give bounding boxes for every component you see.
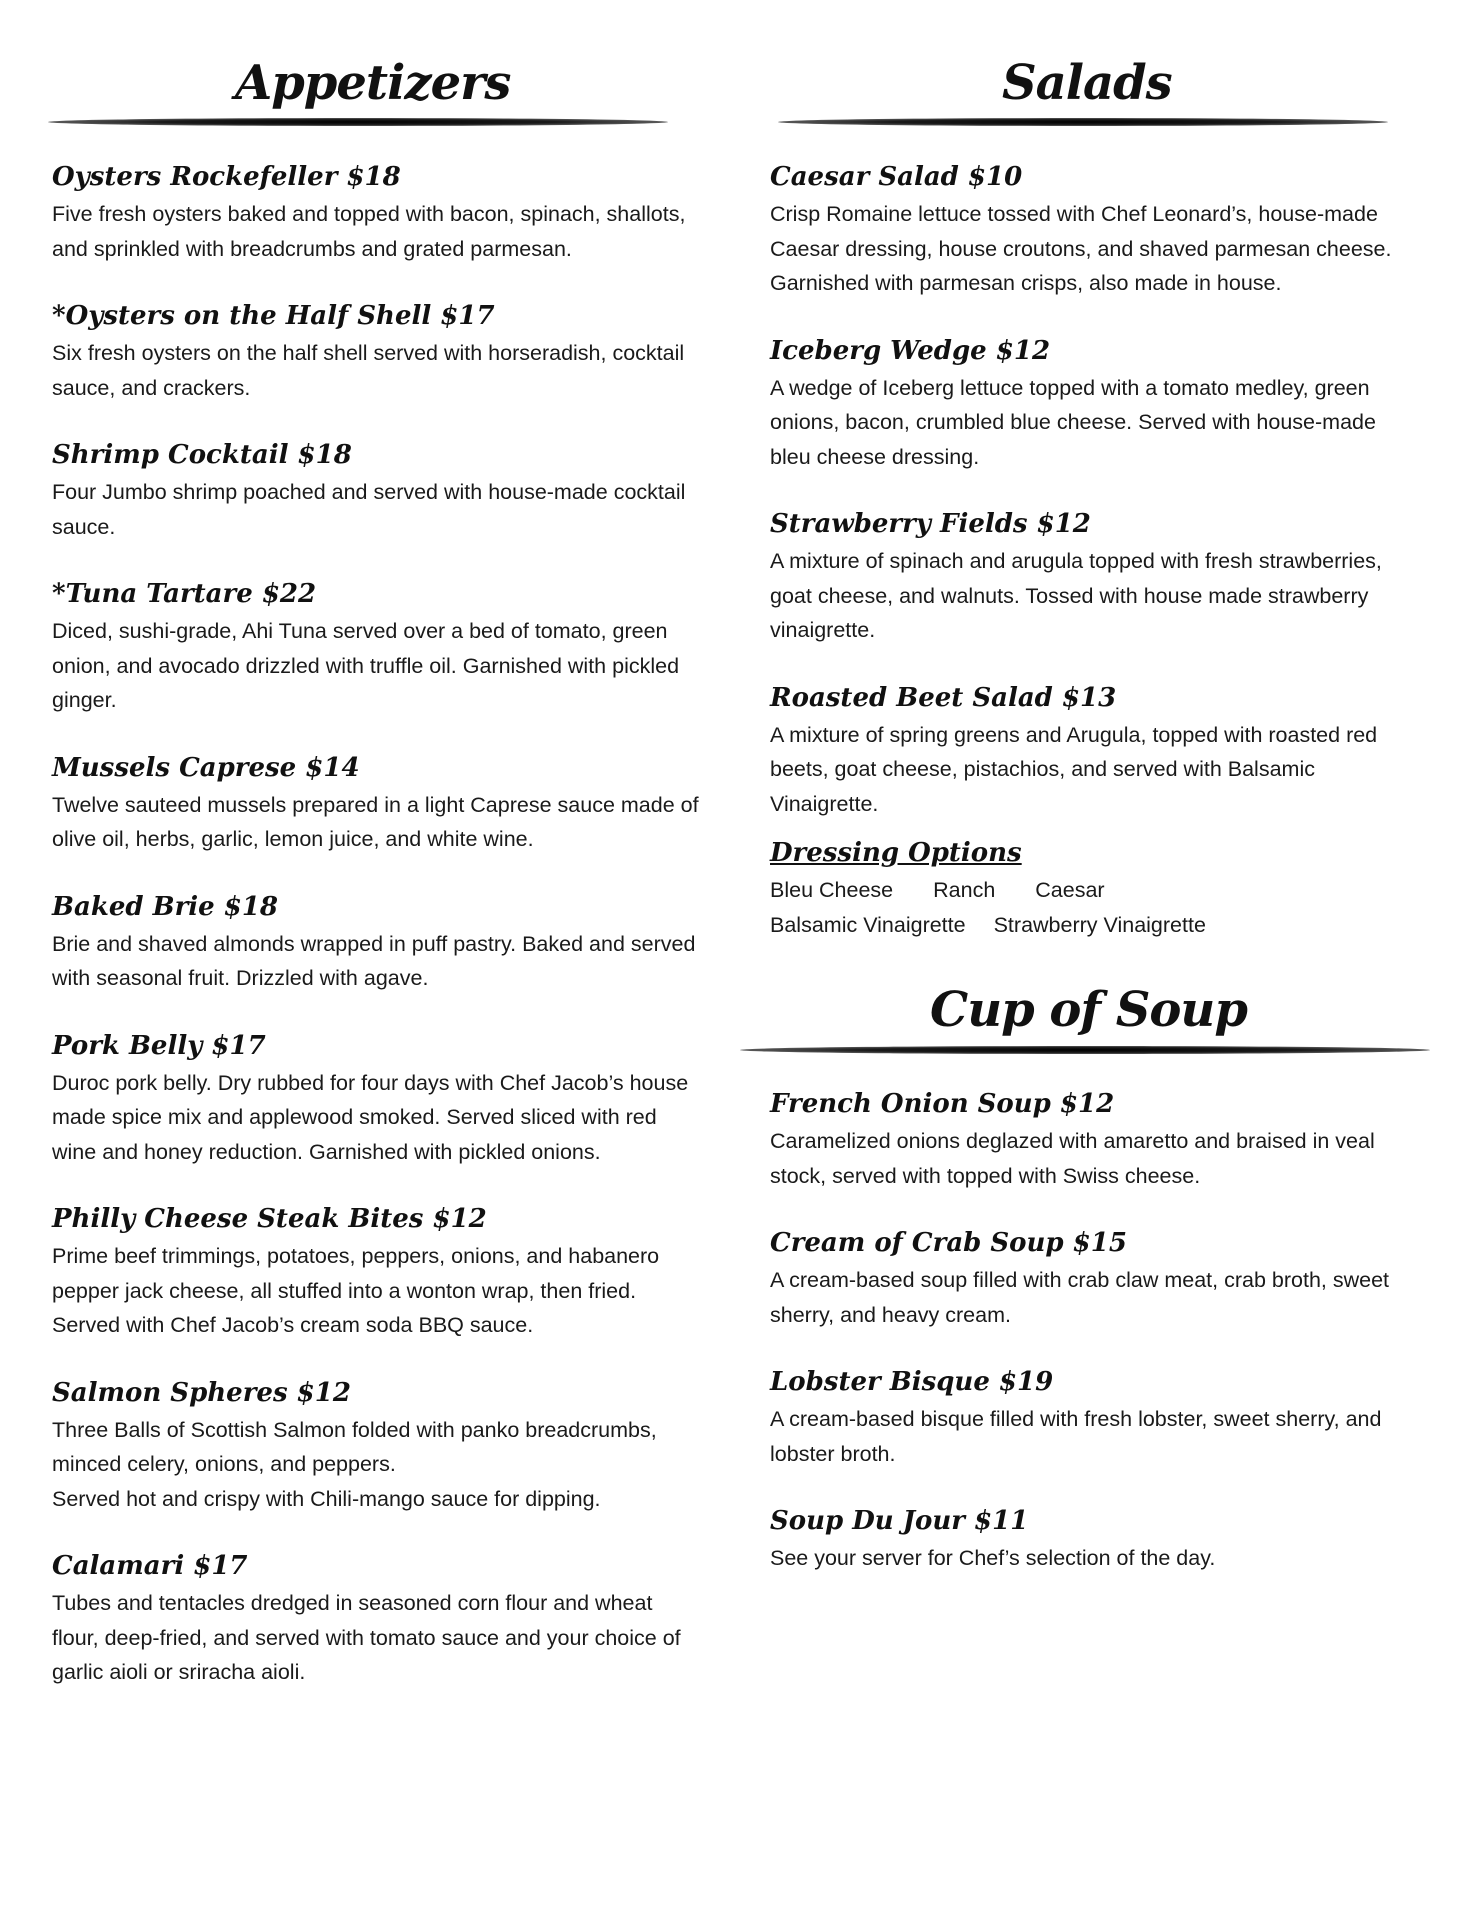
item-name: Salmon Spheres $12 bbox=[52, 1377, 351, 1408]
item-name: Iceberg Wedge $12 bbox=[770, 335, 1051, 366]
item-description: Caramelized onions deglazed with amaretto and braised in veal stock, served with topped with Swiss cheese. bbox=[770, 1129, 1375, 1188]
item-name: Strawberry Fields $12 bbox=[770, 509, 1091, 539]
menu-item bbox=[52, 574, 722, 718]
item-name: Baked Brie $18 bbox=[52, 891, 279, 922]
salads-soup-column bbox=[770, 0, 1430, 1606]
item-name: Mussels Caprese $14 bbox=[52, 752, 360, 783]
item-name: Lobster Bisque $19 bbox=[770, 1367, 1054, 1397]
menu-item bbox=[52, 1199, 722, 1343]
menu-item bbox=[52, 435, 722, 544]
salads-title: Salads bbox=[1002, 55, 1172, 111]
dressing-option: Strawberry Vinaigrette bbox=[993, 912, 1206, 937]
salads-header bbox=[770, 0, 1430, 135]
dressing-option: Balsamic Vinaigrette bbox=[770, 912, 966, 937]
item-name: Caesar Salad $10 bbox=[770, 162, 1023, 192]
soup-divider bbox=[740, 1046, 1430, 1054]
item-name: Shrimp Cocktail $18 bbox=[52, 440, 352, 470]
item-description: A cream-based soup filled with crab claw meat, crab broth, sweet sherry, and heavy cream. bbox=[770, 1268, 1390, 1327]
salads-list bbox=[770, 157, 1430, 942]
menu-item bbox=[52, 887, 722, 996]
menu-item bbox=[52, 1026, 722, 1170]
menu-item bbox=[770, 678, 1430, 822]
dressing-options-title: Dressing Options bbox=[770, 838, 1022, 868]
item-description: Brie and shaved almonds wrapped in puff pastry. Baked and served with seasonal fruit. Drizzled with agave. bbox=[52, 931, 696, 990]
menu-item bbox=[52, 296, 722, 405]
menu-item bbox=[52, 1546, 722, 1690]
salads-divider bbox=[778, 118, 1388, 126]
item-name: Oysters Rockefeller $18 bbox=[52, 162, 401, 192]
item-name: *Oysters on the Half Shell $17 bbox=[52, 301, 495, 331]
soup-title: Cup of Soup bbox=[930, 982, 1247, 1038]
appetizers-header bbox=[52, 0, 722, 135]
soup-list bbox=[770, 1084, 1430, 1576]
item-name: Pork Belly $17 bbox=[52, 1030, 266, 1061]
menu-item bbox=[770, 1501, 1430, 1576]
item-name: *Tuna Tartare $22 bbox=[52, 579, 317, 609]
item-description: Three Balls of Scottish Salmon folded with panko breadcrumbs, minced celery, onions, and peppers. Served hot and crispy with Chili-mango sauce for dipping. bbox=[52, 1417, 657, 1511]
item-description: Prime beef trimmings, potatoes, peppers, onions, and habanero pepper jack cheese, all stuffed into a wonton wrap, then fried. Served with Chef Jacob’s cream soda BBQ sauce. bbox=[52, 1244, 660, 1337]
menu-item bbox=[770, 157, 1430, 301]
appetizers-title: Appetizers bbox=[235, 55, 511, 111]
appetizers-divider bbox=[48, 118, 668, 126]
dressing-option: Bleu Cheese bbox=[770, 878, 894, 902]
menu-item bbox=[770, 1362, 1430, 1471]
item-description: A mixture of spinach and arugula topped with fresh strawberries, goat cheese, and walnuts. Tossed with house made strawberry vinaigrette. bbox=[770, 549, 1382, 642]
dressing-options bbox=[770, 833, 1430, 942]
item-description: Six fresh oysters on the half shell served with horseradish, cocktail sauce, and crackers. bbox=[52, 341, 685, 400]
item-description: A cream-based bisque filled with fresh lobster, sweet sherry, and lobster broth. bbox=[770, 1407, 1382, 1466]
appetizers-list bbox=[52, 157, 722, 1690]
menu-item bbox=[770, 504, 1430, 648]
item-description: Crisp Romaine lettuce tossed with Chef Leonard’s, house-made Caesar dressing, house croutons, and shaved parmesan cheese. Garnished with parmesan crisps, also made in house. bbox=[770, 202, 1392, 295]
menu-item bbox=[770, 1223, 1430, 1332]
dressing-option: Caesar bbox=[1035, 878, 1105, 902]
dressing-row-1 bbox=[770, 873, 1430, 908]
menu-item bbox=[52, 157, 722, 266]
appetizers-column bbox=[52, 0, 722, 1720]
item-name: Philly Cheese Steak Bites $12 bbox=[52, 1204, 487, 1234]
dressing-option: Ranch bbox=[933, 878, 996, 902]
item-description: Tubes and tentacles dredged in seasoned corn flour and wheat flour, deep-fried, and served with tomato sauce and your choice of garlic aioli or sriracha aioli. bbox=[52, 1591, 681, 1684]
item-name: Roasted Beet Salad $13 bbox=[770, 682, 1117, 713]
item-name: French Onion Soup $12 bbox=[770, 1089, 1115, 1119]
item-description: Twelve sauteed mussels prepared in a light Caprese sauce made of olive oil, herbs, garlic, lemon juice, and white wine. bbox=[52, 792, 699, 851]
dressing-row-2 bbox=[770, 908, 1430, 943]
item-description: See your server for Chef’s selection of the day. bbox=[770, 1546, 1216, 1570]
menu-item bbox=[770, 1084, 1430, 1193]
item-description: Duroc pork belly. Dry rubbed for four days with Chef Jacob’s house made spice mix and applewood smoked. Served sliced with red wine and honey reduction. Garnished with pickled onions. bbox=[52, 1070, 689, 1164]
menu-item bbox=[52, 1373, 722, 1517]
item-description: Diced, sushi-grade, Ahi Tuna served over a bed of tomato, green onion, and avocado drizzled with truffle oil. Garnished with pickled ginger. bbox=[52, 619, 680, 712]
item-description: Five fresh oysters baked and topped with bacon, spinach, shallots, and sprinkled with breadcrumbs and grated parmesan. bbox=[52, 202, 686, 261]
menu-item bbox=[770, 331, 1430, 475]
item-description: A wedge of Iceberg lettuce topped with a tomato medley, green onions, bacon, crumbled blue cheese. Served with house-made bleu cheese dressing. bbox=[770, 375, 1376, 469]
menu-item bbox=[52, 748, 722, 857]
item-name: Calamari $17 bbox=[52, 1551, 248, 1581]
item-description: Four Jumbo shrimp poached and served with house-made cocktail sauce. bbox=[52, 480, 686, 539]
item-name: Cream of Crab Soup $15 bbox=[770, 1228, 1127, 1258]
item-description: A mixture of spring greens and Arugula, topped with roasted red beets, goat cheese, pistachios, and served with Balsamic Vinaigrette. bbox=[770, 722, 1378, 816]
soup-header bbox=[770, 952, 1430, 1062]
item-name: Soup Du Jour $11 bbox=[770, 1506, 1029, 1536]
